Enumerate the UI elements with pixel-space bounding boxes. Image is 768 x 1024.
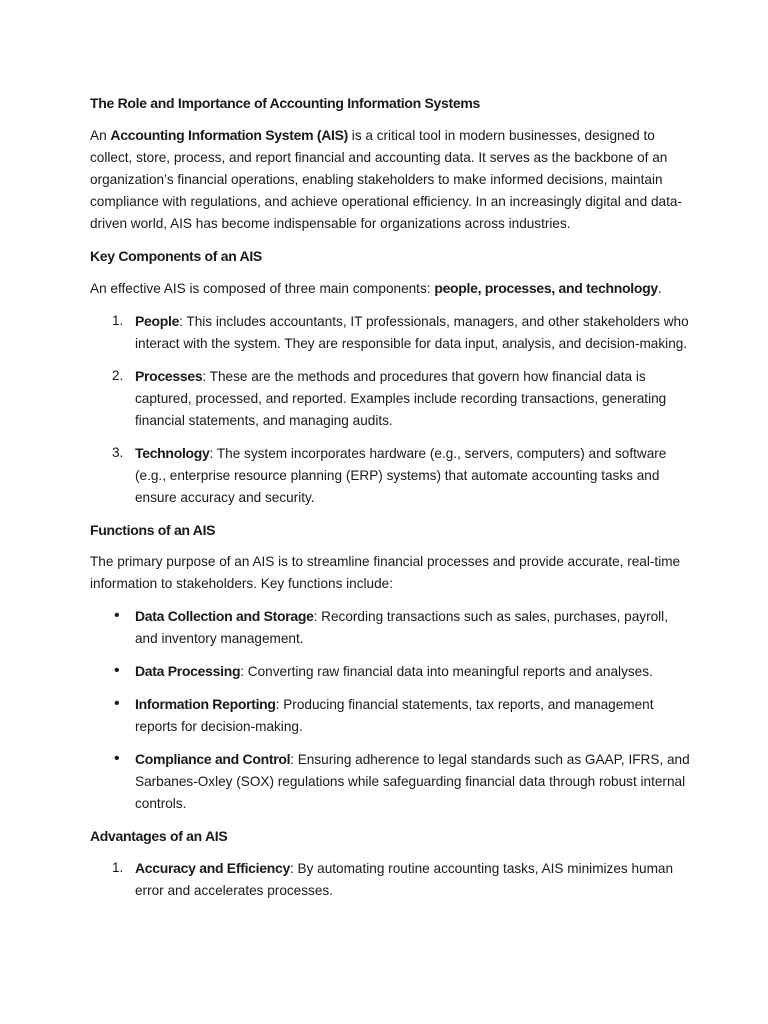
list-item — [90, 310, 690, 355]
intro-rest: is a critical tool in modern businesses, designed to collect, store, process, and report financial and accounting data. It serves as the backbone of an organization’s financial operations, enabling stakeholders to make informed decisions, maintain compliance with regulations, and achieve operational efficiency. In an increasingly digital and data-driven world, AIS has become indispensable for organizations across industries. — [90, 128, 682, 231]
bullet-marker: • — [114, 750, 120, 767]
list-item — [90, 605, 690, 650]
bullet-marker: • — [114, 607, 120, 624]
item-term: Data Collection and Storage — [135, 608, 314, 624]
item-text: : This includes accountants, IT professionals, managers, and other stakeholders who interact with the system. They are responsible for data input, analysis, and decision-making. — [135, 314, 689, 351]
advantages-heading: Advantages of an AIS — [90, 828, 228, 844]
intro-term: Accounting Information System (AIS) — [110, 127, 349, 143]
item-term: Information Reporting — [135, 696, 276, 712]
components-tail: . — [657, 281, 662, 296]
item-term: Accuracy and Efficiency — [135, 860, 290, 876]
intro-lead: An — [90, 128, 111, 143]
list-number: 2. — [112, 368, 124, 383]
components-emphasis: people, processes, and technology — [434, 280, 658, 296]
list-item — [90, 365, 690, 432]
item-term: People — [135, 313, 180, 329]
document-title: The Role and Importance of Accounting Information Systems — [90, 95, 480, 111]
list-number: 1. — [112, 313, 124, 328]
document-page — [90, 92, 690, 912]
components-lead: An effective AIS is composed of three main components: — [90, 281, 435, 296]
list-number: 1. — [112, 860, 124, 875]
list-item — [90, 748, 690, 815]
list-item — [90, 857, 690, 902]
item-term: Data Processing — [135, 663, 241, 679]
item-text: : Converting raw financial data into meaningful reports and analyses. — [240, 664, 653, 679]
item-term: Technology — [135, 445, 210, 461]
item-text: : Producing financial statements, tax reports, and management reports for decision-making. — [135, 697, 654, 734]
item-text: : Recording transactions such as sales, purchases, payroll, and inventory management. — [135, 609, 668, 646]
item-text: : Ensuring adherence to legal standards such as GAAP, IFRS, and Sarbanes-Oxley (SOX) regulations while safeguarding financial data through robust internal controls. — [135, 752, 690, 811]
components-heading: Key Components of an AIS — [90, 248, 262, 264]
item-text: : The system incorporates hardware (e.g., servers, computers) and software (e.g., enterprise resource planning (ERP) systems) that automate accounting tasks and ensure accuracy and security. — [135, 446, 667, 505]
list-item — [90, 693, 690, 738]
functions-list — [90, 605, 690, 815]
list-item — [90, 442, 690, 509]
item-text: : These are the methods and procedures that govern how financial data is captured, processed, and reported. Examples include recording transactions, generating financial statements, and managing audits. — [135, 369, 667, 428]
item-term: Processes — [135, 368, 203, 384]
advantages-list — [90, 857, 690, 902]
bullet-marker: • — [114, 662, 120, 679]
functions-heading: Functions of an AIS — [90, 522, 216, 538]
functions-lead: The primary purpose of an AIS is to streamline financial processes and provide accurate, real-time information to stakeholders. Key functions include: — [90, 554, 681, 591]
list-number: 3. — [112, 445, 124, 460]
list-item — [90, 660, 690, 683]
item-text: : By automating routine accounting tasks, AIS minimizes human error and accelerates processes. — [135, 861, 674, 898]
components-list — [90, 310, 690, 509]
bullet-marker: • — [114, 695, 120, 712]
components-lead-paragraph — [90, 277, 690, 300]
intro-paragraph — [90, 124, 690, 235]
item-term: Compliance and Control — [135, 751, 291, 767]
